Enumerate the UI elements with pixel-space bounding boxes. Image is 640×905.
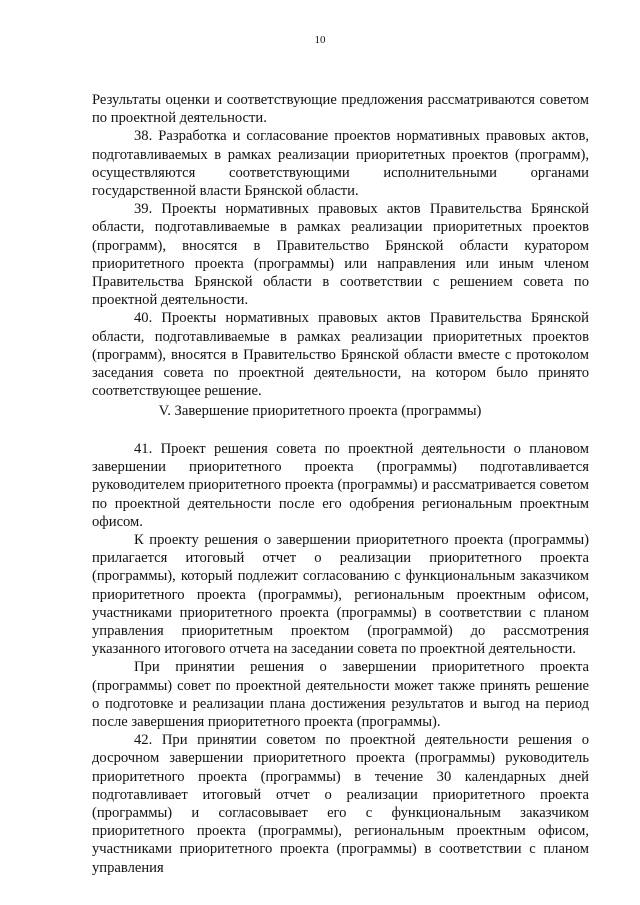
paragraph-final-report: К проекту решения о завершении приоритетного проекта (программы) прилагается итоговый отчет о реализации приоритетного проекта (программы), который подлежит согласованию с функциональным заказчиком приоритетного проекта (программы), региональным проектным офисом, участниками приоритетного проекта (программы) в соответствии с планом управления приоритетным проектом (программой) до рассмотрения указанного итогового отчета на заседании совета по проектной деятельности.: [92, 532, 589, 658]
paragraph-42: 42. При принятии советом по проектной деятельности решения о досрочном завершении приоритетного проекта (программы) руководитель приоритетного проекта (программы) в течение 30 календарных дней подготавливает итоговый отчет о реализации приоритетного проекта (программы) и согласовывает его с функциональным заказчиком приоритетного проекта (программы), региональным проектным офисом, участниками приоритетного проекта (программы) в соответствии с планом управления: [92, 732, 589, 876]
paragraph-39: 39. Проекты нормативных правовых актов Правительства Брянской области, подготавливаемые в рамках реализации приоритетных проектов (программ), вносятся в Правительство Брянской области куратором приоритетного проекта (программы) или направления или иным членом Правительства Брянской области в соответствии с решением совета по проектной деятельности.: [92, 201, 589, 309]
page-number: 10: [314, 34, 326, 46]
section-heading: V. Завершение приоритетного проекта (программы): [158, 403, 482, 419]
paragraph-results: Результаты оценки и соответствующие предложения рассматриваются советом по проектной деятельности.: [92, 92, 589, 127]
paragraph-40: 40. Проекты нормативных правовых актов Правительства Брянской области, подготавливаемые в рамках реализации приоритетных проектов (программ), вносятся в Правительство Брянской области вместе с протоколом заседания совета по проектной деятельности, на котором было принято соответствующее решение.: [92, 310, 589, 400]
paragraph-41: 41. Проект решения совета по проектной деятельности о плановом завершении приоритетного проекта (программы) подготавливается руководителем приоритетного проекта (программы) и рассматривается советом по проектной деятельности после его одобрения региональным проектным офисом.: [92, 441, 589, 530]
paragraph-38: 38. Разработка и согласование проектов нормативных правовых актов, подготавливаемых в рамках реализации приоритетных проектов (программ), осуществляются соответствующими исполнительными органами государственной власти Брянской области.: [92, 128, 589, 200]
body-text-bottom: [92, 440, 589, 877]
paragraph-completion-decision: При принятии решения о завершении приоритетного проекта (программы) совет по проектной деятельности может также принять решение о подготовке и реализации плана достижения результатов и выгод на период после завершения приоритетного проекта (программы).: [92, 659, 589, 731]
body-text-top: [92, 91, 589, 400]
